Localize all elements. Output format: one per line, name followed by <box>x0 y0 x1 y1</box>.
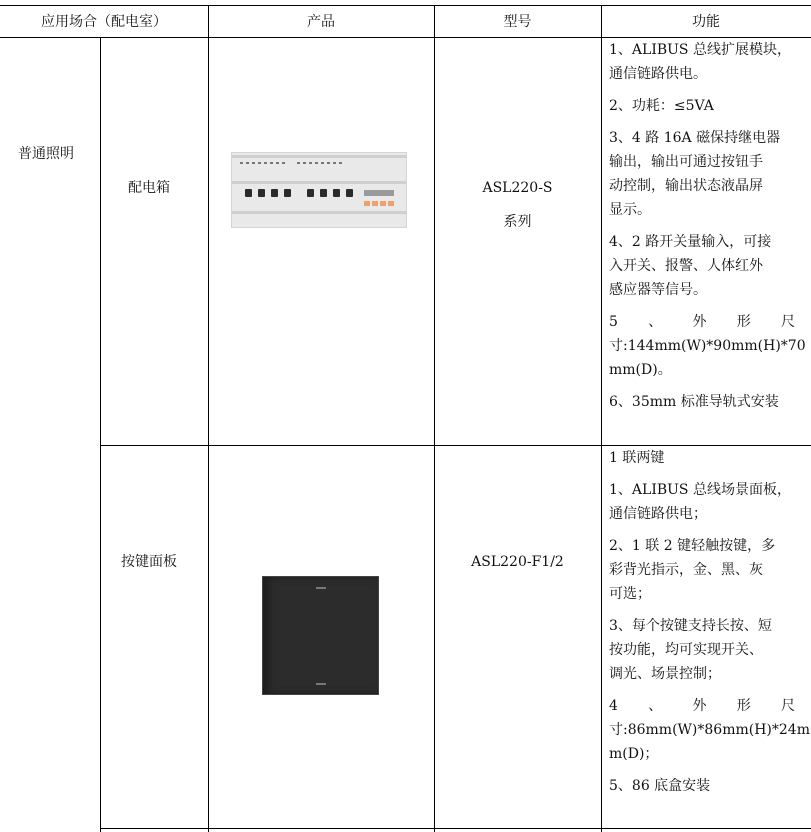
function-item: 4、2 路开关量输入，可接 入开关、报警、人体红外 感应器等信号。 <box>609 234 772 298</box>
functions-distribution-box <box>609 38 806 422</box>
function-item: 2、功耗：≤5VA <box>609 98 714 114</box>
header-model: 型号 <box>503 14 532 30</box>
function-item: 1、ALIBUS 总线扩展模块， 通信链路供电。 <box>609 42 791 82</box>
col-divider-3 <box>434 5 435 832</box>
product-name-key-panel: 按键面板 <box>121 554 177 570</box>
scenario-label: 普通照明 <box>18 146 74 162</box>
product-name-distribution-box: 配电箱 <box>128 180 170 196</box>
header-product: 产品 <box>307 14 335 30</box>
function-item: 5、86 底盒安装 <box>609 778 711 794</box>
function-title: 1 联两键 <box>609 450 665 466</box>
functions-key-panel <box>609 446 810 806</box>
din-rail-module-image <box>231 152 407 228</box>
function-item: 5 、 外 形 尺 寸:144mm(W)*90mm(H)*70 mm(D)。 <box>609 314 806 378</box>
model-asl220-s: ASL220-S <box>482 180 553 196</box>
table-bottom-border <box>100 828 811 829</box>
function-item: 1、ALIBUS 总线场景面板， 通信链路供电； <box>609 482 791 522</box>
header-function: 功能 <box>692 14 720 30</box>
function-item: 4 、 外 形 尺 寸:86mm(W)*86mm(H)*24m m(D)； <box>609 698 810 762</box>
function-item: 3、每个按键支持长按、短 按功能，均可实现开关、 调光、场景控制； <box>609 618 772 682</box>
function-item: 6、35mm 标准导轨式安装 <box>609 394 779 410</box>
col-divider-2 <box>208 5 209 832</box>
header-scenario: 应用场合（配电室） <box>41 14 167 30</box>
model-series-label: 系列 <box>503 214 532 230</box>
function-item: 2、1 联 2 键轻触按键，多 彩背光指示，金、黑、灰 可选； <box>609 538 776 602</box>
key-panel-image <box>262 576 379 695</box>
col-divider-4 <box>601 5 602 832</box>
col-divider-1 <box>100 37 101 832</box>
model-asl220-f1-2: ASL220-F1/2 <box>471 554 564 570</box>
function-item: 3、4 路 16A 磁保持继电器 输出，输出可通过按钮手 动控制，输出状态液晶屏 显示。 <box>609 130 781 218</box>
